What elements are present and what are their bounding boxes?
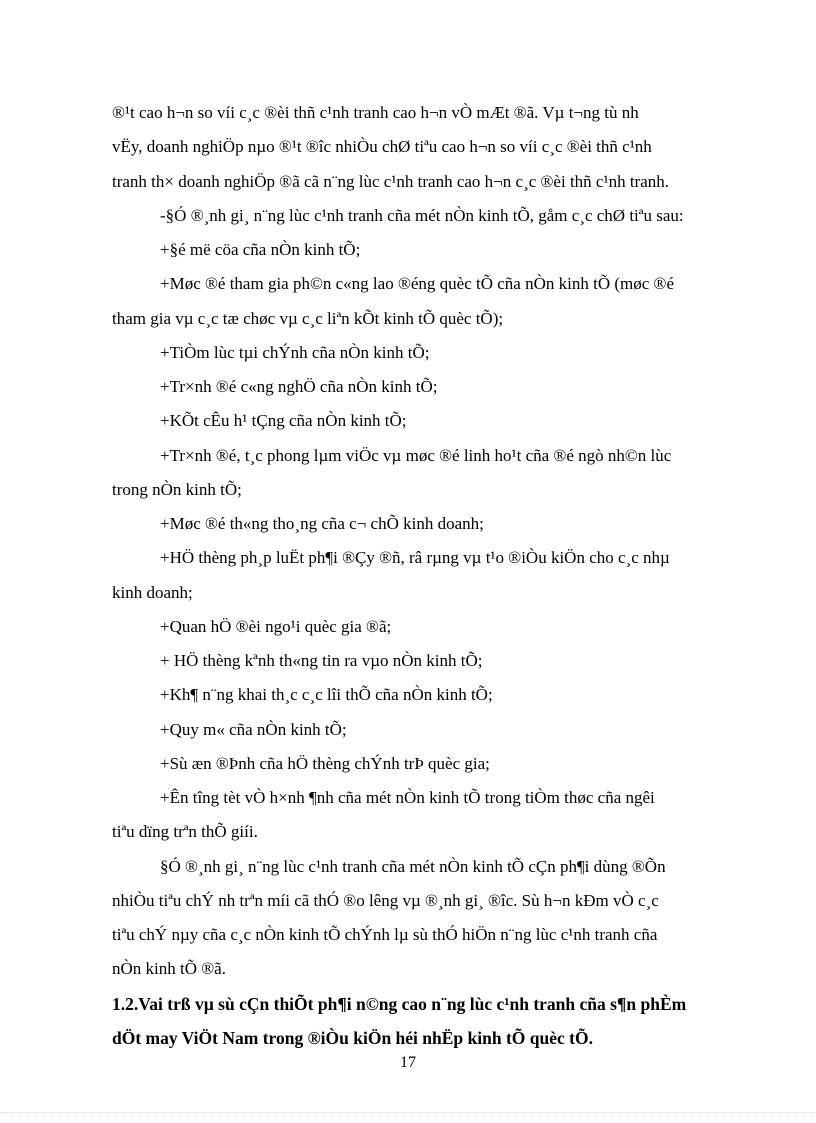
section-heading: 1.2.Vai trß vµ sù cÇn thiÕt ph¶i n©ng cao n¨ng lùc c¹nh tranh cña s¶n phÈm bbox=[112, 994, 687, 1014]
text-line: nhiÒu tiªu chÝ nh trªn míi cã thÓ ®o lêng vµ ®¸nh gi¸ ®îc. Sù h¬n kÐm vÒ c¸c bbox=[112, 891, 659, 910]
list-item: +Quy m« cña nÒn kinh tÕ; bbox=[160, 720, 347, 739]
text-line: tiªu dïng trªn thÕ giíi. bbox=[112, 822, 258, 841]
list-item: +Ên tîng tèt vÒ h×nh ¶nh cña mét nÒn kinh tÕ trong tiÒm thøc cña ngêi bbox=[160, 788, 655, 807]
list-item: +KÕt cÊu h¹ tÇng cña nÒn kinh tÕ; bbox=[160, 411, 407, 430]
section-heading: dÖt may ViÖt Nam trong ®iÒu kiÖn héi nhËp kinh tÕ quèc tÕ. bbox=[112, 1028, 593, 1048]
text-line: tiªu chÝ nµy cña c¸c nÒn kinh tÕ chÝnh lµ sù thÓ hiÖn n¨ng lùc c¹nh tranh cña bbox=[112, 925, 658, 944]
page-number: 17 bbox=[400, 1054, 416, 1071]
page-bottom-divider bbox=[0, 1112, 816, 1113]
text-line: -§Ó ®¸nh gi¸ n¨ng lùc c¹nh tranh cña mét nÒn kinh tÕ, gåm c¸c chØ tiªu sau: bbox=[160, 206, 684, 225]
text-line: kinh doanh; bbox=[112, 583, 193, 602]
text-line: trong nÒn kinh tÕ; bbox=[112, 480, 242, 499]
list-item: +Sù æn ®Þnh cña hÖ thèng chÝnh trÞ quèc gia; bbox=[160, 754, 490, 773]
list-item: + HÖ thèng kªnh th«ng tin ra vµo nÒn kinh tÕ; bbox=[160, 651, 483, 670]
list-item: +TiÒm lùc tµi chÝnh cña nÒn kinh tÕ; bbox=[160, 343, 430, 362]
list-item: +Tr×nh ®é c«ng nghÖ cña nÒn kinh tÕ; bbox=[160, 377, 438, 396]
list-item: +Kh¶ n¨ng khai th¸c c¸c lîi thÕ cña nÒn kinh tÕ; bbox=[160, 685, 493, 704]
list-item: +Møc ®é tham gia ph©n c«ng lao ®éng quèc tÕ cña nÒn kinh tÕ (møc ®é bbox=[160, 274, 674, 293]
text-line: tham gia vµ c¸c tæ chøc vµ c¸c liªn kÕt kinh tÕ quèc tÕ); bbox=[112, 309, 504, 328]
text-line: §Ó ®¸nh gi¸ n¨ng lùc c¹nh tranh cña mét nÒn kinh tÕ cÇn ph¶i dùng ®Õn bbox=[160, 857, 666, 876]
text-line: tranh th× doanh nghiÖp ®ã cã n¨ng lùc c¹nh tranh cao h¬n c¸c ®èi thñ c¹nh tranh. bbox=[112, 172, 669, 191]
text-line: vËy, doanh nghiÖp nµo ®¹t ®îc nhiÒu chØ tiªu cao h¬n so víi c¸c ®èi thñ c¹nh bbox=[112, 137, 652, 156]
text-line: ®¹t cao h¬n so víi c¸c ®èi thñ c¹nh tranh cao h¬n vÒ mÆt ®ã. Vµ t¬ng tù nh bbox=[112, 103, 639, 122]
list-item: +Tr×nh ®é, t¸c phong lµm viÖc vµ møc ®é linh ho¹t cña ®é ngò nh©n lùc bbox=[160, 446, 672, 465]
text-line: nÒn kinh tÕ ®ã. bbox=[112, 959, 226, 978]
list-item: +Møc ®é th«ng tho¸ng cña c¬ chÕ kinh doanh; bbox=[160, 514, 484, 533]
list-item: +§é më cöa cña nÒn kinh tÕ; bbox=[160, 240, 361, 259]
list-item: +Quan hÖ ®èi ngo¹i quèc gia ®ã; bbox=[160, 617, 392, 636]
list-item: +HÖ thèng ph¸p luËt ph¶i ®Çy ®ñ, râ rµng vµ t¹o ®iÒu kiÖn cho c¸c nhµ bbox=[160, 548, 670, 567]
